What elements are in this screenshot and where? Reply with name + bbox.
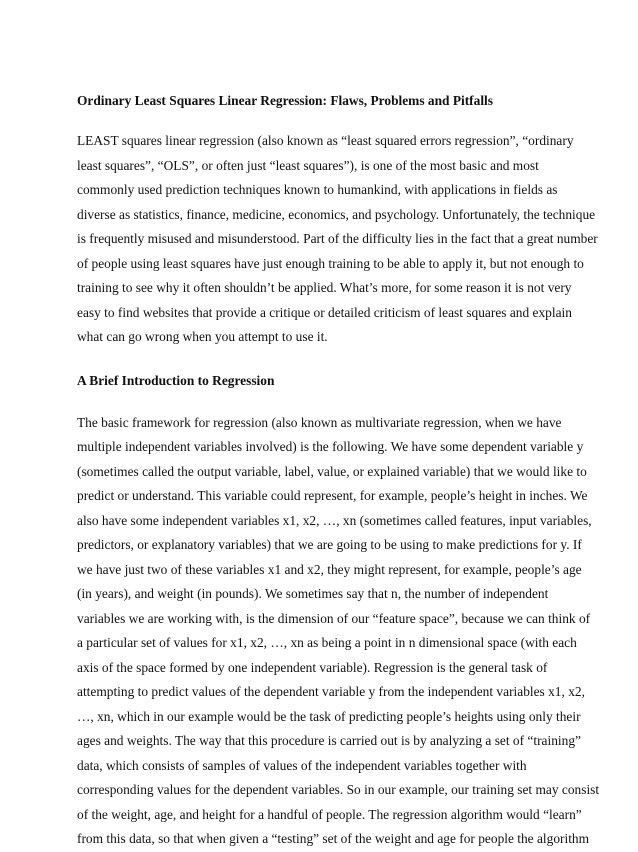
text-line: predict or understand. This variable could represent, for example, people’s height in inches. We <box>77 488 588 503</box>
text-line: least squares”, “OLS”, or often just “least squares”), is one of the most basic and most <box>77 157 539 173</box>
text-line: a particular set of values for x1, x2, …, xn as being a point in n dimensional space (with each <box>77 635 577 650</box>
text-line: predictors, or explanatory variables) that we are going to be using to make predictions for y. If <box>77 537 582 552</box>
text-line: is frequently misused and misunderstood. Part of the difficulty lies in the fact that a great number <box>77 231 598 246</box>
text-line: what can go wrong when you attempt to use it. <box>77 329 328 344</box>
text-line: from this data, so that when given a “testing” set of the weight and age for people the algorithm <box>77 831 590 846</box>
text-line: diverse as statistics, finance, medicine, economics, and psychology. Unfortunately, the technique <box>77 206 596 222</box>
spacer <box>77 391 578 411</box>
text-line: axis of the space formed by one independent variable). Regression is the general task of <box>77 659 548 675</box>
text-line: of people using least squares have just enough training to be able to apply it, but not enough to <box>77 255 584 271</box>
text-line: (in years), and weight (in pounds). We sometimes say that n, the number of independent <box>77 586 549 601</box>
text-line: commonly used prediction techniques known to humankind, with applications in fields as <box>77 182 558 197</box>
text-line: also have some independent variables x1, x2, …, xn (sometimes called features, input variables, <box>77 512 592 528</box>
text-line: easy to find websites that provide a critique or detailed criticism of least squares and explain <box>77 304 572 320</box>
text-line: corresponding values for the dependent variables. So in our example, our training set may consist <box>77 782 600 797</box>
text-line: …, xn, which in our example would be the task of predicting people’s heights using only their <box>77 708 581 724</box>
document-title: Ordinary Least Squares Linear Regression: Flaws, Problems and Pitfalls <box>77 93 493 108</box>
text-line: of the weight, age, and height for a handful of people. The regression algorithm would “learn” <box>77 806 582 822</box>
spacer <box>77 350 578 371</box>
text-line: LEAST squares linear regression (also known as “least squared errors regression”, “ordinary <box>77 133 574 148</box>
text-line: multiple independent variables involved) is the following. We have some dependent variable y <box>77 439 584 454</box>
paragraph-intro <box>77 129 598 350</box>
text-line: The basic framework for regression (also known as multivariate regression, when we have <box>77 414 562 430</box>
text-line: data, which consists of samples of values of the independent variables together with <box>77 757 527 773</box>
paragraph-regression <box>77 411 600 852</box>
text-line: we have just two of these variables x1 and x2, they might represent, for example, people’s age <box>77 561 582 577</box>
text-line: (sometimes called the output variable, label, value, or explained variable) that we would like to <box>77 463 587 479</box>
text-line: variables we are working with, is the dimension of our “feature space”, because we can think of <box>77 610 591 626</box>
text-line: training to see why it often shouldn’t be applied. What’s more, for some reason it is not very <box>77 280 572 295</box>
text-line: attempting to predict values of the dependent variable y from the independent variables x1, x2, <box>77 684 585 699</box>
spacer <box>77 111 578 129</box>
text-line: ages and weights. The way that this procedure is carried out is by analyzing a set of “training” <box>77 733 581 748</box>
section-heading: A Brief Introduction to Regression <box>77 372 275 388</box>
